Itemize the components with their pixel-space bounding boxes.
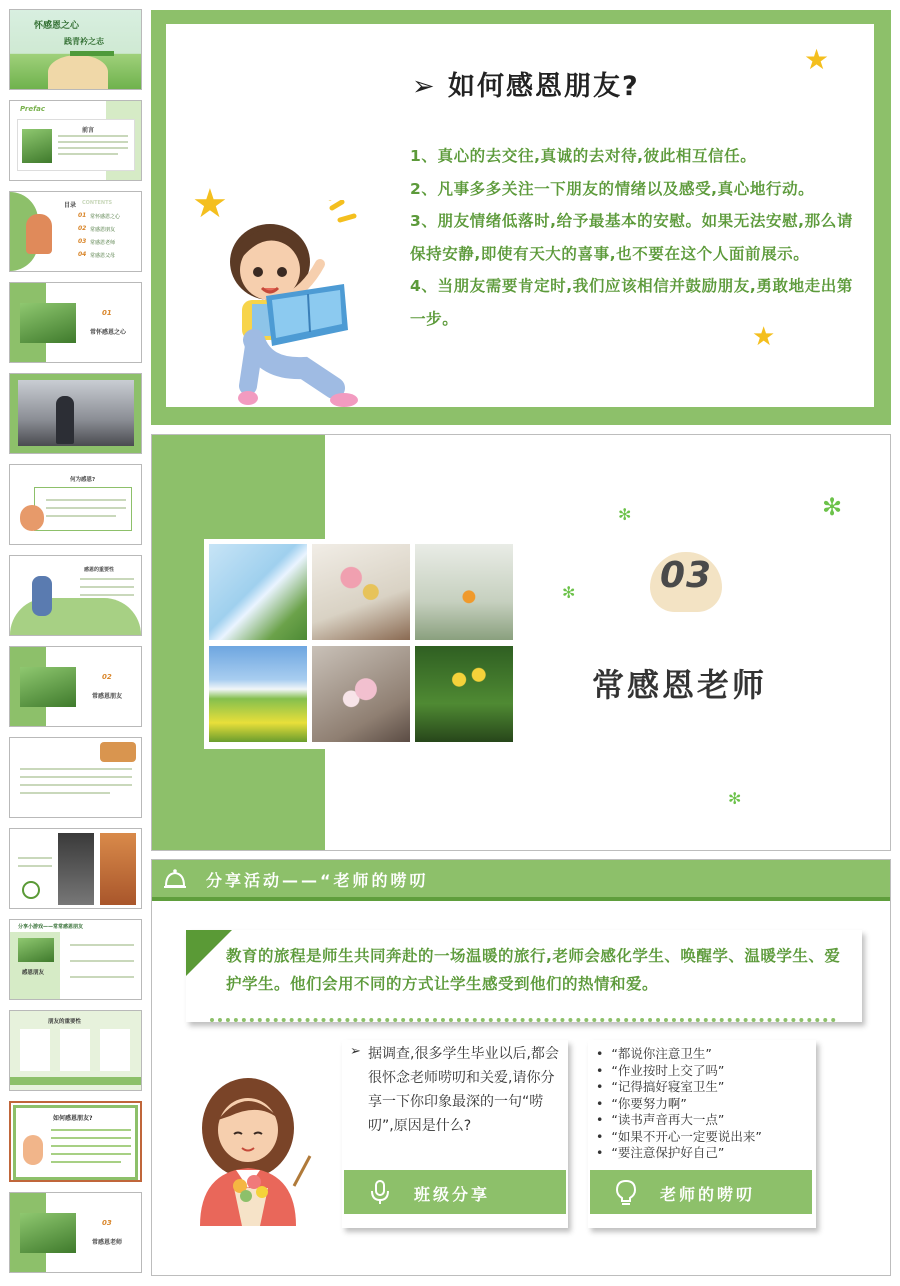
thumbnail-6-card [34,487,132,531]
flower-icon: ✻ [618,505,632,524]
text-line [18,865,52,867]
cover-ribbon [70,51,114,56]
saying-item: • “记得搞好寝室卫生” [596,1079,762,1096]
thumbnail-13-label: 如何感恩朋友? [53,1115,93,1122]
slide-thumbnail-5[interactable] [9,373,142,454]
saying-item: • “都说你注意卫生” [596,1046,762,1063]
thumbnail-9-illustration [100,742,136,762]
text-line [80,586,134,588]
thumbnail-12-card [60,1029,90,1071]
section-title: 常感恩老师 [592,666,768,704]
toc-item: 常感恩老师 [90,240,116,246]
text-line [20,792,110,794]
section-number: 03 [660,555,713,596]
thumbnail-10-icon [22,881,40,899]
saying-item: • “如果不开心一定要说出来” [596,1129,762,1146]
thumbnail-7-hill [10,598,141,635]
thumbnail-6-illustration [20,505,44,531]
thumbnail-7-illustration [32,576,52,616]
saying-item: • “你要努力啊” [596,1096,762,1113]
text-line [80,578,134,580]
text-line [46,499,126,501]
thumbnail-5-photo [18,380,134,446]
slide-title-text: 如何感恩朋友? [448,71,640,102]
quote-text: 教育的旅程是师生共同奔赴的一场温暖的旅行,老师会感化学生、唤醒学、温暖学生、爱护学生。他们会用不同的方式让学生感受到他们的热情和爱。 [226,947,841,993]
slide-thumbnail-13[interactable] [9,1101,142,1182]
slide-share-activity[interactable] [151,859,891,1276]
friend-tip: 2、凡事多多关注一下朋友的情绪以及感受,真心地行动。 [410,179,815,198]
slide-content-area [166,24,874,407]
thumbnail-12-label: 朋友的重要性 [48,1019,82,1025]
thumbnail-14-number: 03 [102,1219,112,1227]
slide-thumbnail-12[interactable] [9,1010,142,1091]
microphone-icon [366,1178,394,1206]
text-line [51,1153,131,1155]
text-line [51,1137,131,1139]
thumbnail-10-photo-2 [100,833,136,905]
question-card [342,1040,568,1228]
thumbnail-11-header: 分享小游戏——常常感恩朋友 [18,924,84,930]
text-line [58,141,128,143]
slide-thumbnail-3[interactable] [9,191,142,272]
share-title: 分享活动——“老师的唠叨 [206,871,429,890]
toc-item: 常感恩父母 [90,253,116,259]
teacher-with-flowers-illustration [190,1076,320,1226]
toc-item: 常怀感恩之心 [90,214,121,220]
share-header-bar [152,860,890,898]
friend-tip: 1、真心的去交往,真诚的去对待,彼此相互信任。 [410,147,757,165]
flower-icon: ✻ [562,583,576,602]
text-line [51,1145,131,1147]
quote-card [186,930,862,1022]
thumbnail-6-label: 何为感恩? [70,477,96,483]
text-line [20,768,132,770]
text-line [70,976,134,978]
saying-item: • “读书声音再大一点” [596,1112,762,1129]
thumbnail-8-label: 常感恩朋友 [92,693,123,700]
text-line [20,776,132,778]
text-line [70,960,134,962]
photo-collage [204,539,514,749]
saying-item: • “要注意保护好自己” [596,1145,762,1162]
toc-number: 04 [78,251,87,258]
photo-flower-cutting [415,544,513,640]
dotted-divider [210,1018,836,1022]
thumbnail-14-label: 常感恩老师 [92,1239,123,1246]
text-line [58,153,118,155]
friend-tip: 3、朋友情绪低落时,给予最基本的安慰。如果无法安慰,那么请保持安静,即使有天大的喜事,也不要在这个人面前展示。 [410,212,853,263]
slide-thumbnail-7[interactable] [9,555,142,636]
text-line [51,1161,121,1163]
slide-title [412,64,640,103]
slide-thumbnail-11[interactable] [9,919,142,1000]
slide-thumbnail-1[interactable] [9,9,142,90]
teacher-nagging-button[interactable] [590,1170,812,1214]
text-line [70,944,134,946]
thumbnail-4-label: 常怀感恩之心 [90,329,127,336]
text-line [58,135,128,137]
slide-thumbnail-6[interactable] [9,464,142,545]
class-share-button[interactable] [344,1170,566,1214]
thumbnail-11-photo [18,938,54,962]
flower-icon: ✻ [822,493,843,521]
slide-section-teacher[interactable] [151,434,891,851]
thumbnail-14-photos [20,1213,76,1253]
thumbnail-3-contents: CONTENTS [82,200,113,206]
thumbnail-12-card [20,1029,50,1071]
toc-item: 常感恩朋友 [90,227,116,233]
thumbnail-5-figure [56,396,74,444]
thumbnail-8-photos [20,667,76,707]
photo-flower-arranging [312,544,410,640]
text-line [20,784,132,786]
thumbnail-7-label: 感恩的重要性 [84,567,115,573]
slide-thumbnail-14[interactable] [9,1192,142,1273]
thumbnail-3-heading: 目录 [64,202,77,209]
bell-icon [162,866,188,892]
teacher-nagging-label: 老师的唠叨 [660,1185,756,1204]
thumbnail-4-photos [20,303,76,343]
arrow-icon: ➢ [350,1044,361,1059]
star-icon: ★ [804,43,830,76]
thumbnail-12-card [100,1029,130,1071]
thumbnail-2-photo [22,129,52,163]
slide-thumbnail-2[interactable] [9,100,142,181]
thumbnail-11-label: 感恩朋友 [22,970,45,976]
saying-item: • “作业按时上交了吗” [596,1063,762,1080]
thumbnail-1-subtitle: 践青衿之志 [64,37,104,46]
thumbnail-2-heading: 前言 [82,127,95,134]
header-underline [152,897,890,901]
thumbnail-4-number: 01 [102,309,112,317]
star-icon: ★ [752,322,776,352]
photo-tulips [415,646,513,742]
question-text: 据调查,很多学生毕业以后,都会很怀念老师唠叨和关爱,请你分享一下你印象最深的一句“唠叨”,原因是什么? [368,1046,559,1134]
thumbnail-2-prefac: Prefac [20,105,46,113]
thumbnail-10-photo [58,833,94,905]
slide-thumbnail-10[interactable] [9,828,142,909]
thumbnail-12-footer [10,1077,141,1085]
photo-bouquet [312,646,410,742]
cover-path [48,55,108,89]
thumbnail-8-number: 02 [102,673,112,681]
class-share-label: 班级分享 [414,1185,491,1204]
photo-meadow [209,646,307,742]
toc-number: 02 [78,225,87,232]
friend-tip: 4、当朋友需要肯定时,我们应该相信并鼓励朋友,勇敢地走出第一步。 [410,277,853,328]
slide-how-to-thank-friends[interactable] [151,10,891,425]
text-line [58,147,128,149]
girl-reading-illustration [224,200,374,410]
arrow-icon: ➢ [412,71,437,102]
teacher-sayings-list [596,1046,762,1162]
sayings-card [588,1040,816,1228]
toc-number: 03 [78,238,87,245]
friend-tips-list [410,140,868,335]
thumbnail-1-title: 怀感恩之心 [34,21,80,31]
photo-blossom-sky [209,544,307,640]
slide-thumbnail-8[interactable] [9,646,142,727]
flower-icon: ✻ [728,789,742,808]
text-line [80,594,134,596]
thumbnail-13-illustration [23,1135,43,1165]
slide-thumbnail-9[interactable] [9,737,142,818]
text-line [46,515,116,517]
slide-thumbnail-4[interactable] [9,282,142,363]
lightbulb-icon [612,1178,640,1206]
text-line [46,507,126,509]
star-icon: ★ [192,181,228,227]
text-line [51,1129,131,1131]
thumbnail-3-illustration [26,214,52,254]
text-line [18,857,52,859]
toc-number: 01 [78,212,87,219]
